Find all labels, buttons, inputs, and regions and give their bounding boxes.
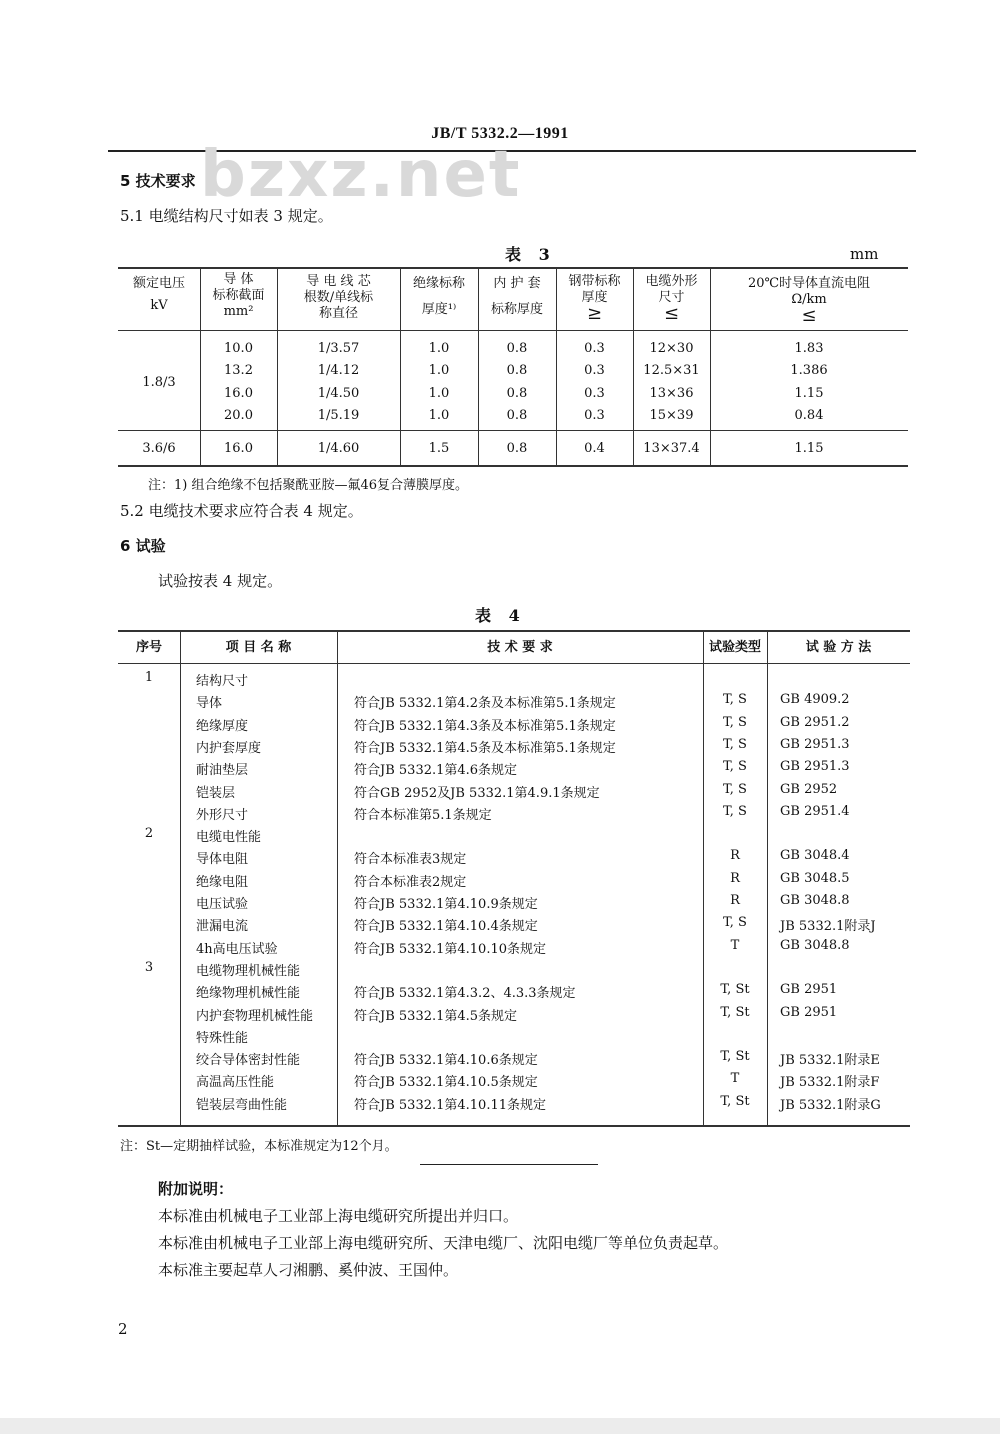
t4-cell: 外形尺寸 (196, 807, 249, 823)
t3-head-voltage: 额定电压 kV (132, 276, 185, 313)
section-6-body: 试验按表 4 规定。 (158, 572, 283, 590)
t3-head-outer: 电缆外形 尺寸 ≤ (645, 274, 698, 324)
t4-cell: 符合本标准第5.1条规定 (354, 807, 492, 823)
t4-cell: GB 2951.2 (780, 714, 850, 730)
t3-cell: 0.3 (584, 408, 605, 423)
t4-cell: 符合JB 5332.1第4.10.4条规定 (354, 919, 538, 935)
t3-cell: 0.4 (584, 441, 605, 456)
t4-top-line (118, 630, 910, 632)
section-5-title: 5 技术要求 (120, 172, 196, 190)
t4-cell: 符合JB 5332.1第4.5条及本标准第5.1条规定 (354, 740, 616, 756)
t4-cell: 符合本标准表3规定 (354, 852, 467, 868)
t4-vline (767, 630, 768, 1126)
t4-cell: GB 3048.8 (780, 893, 850, 908)
t3-group1-voltage: 1.8/3 (142, 375, 176, 390)
t4-bottom-line (118, 1125, 910, 1127)
t4-cell: 符合JB 5332.1第4.2条及本标准第5.1条规定 (354, 696, 616, 712)
t3-cell: 1/4.12 (317, 363, 360, 378)
t4-cell: T, St (720, 1049, 750, 1065)
t4-cell: 铠装层 (196, 785, 236, 801)
table3-note: 注：1) 组合绝缘不包括聚酰亚胺—氟46复合薄膜厚度。 (148, 478, 469, 493)
t4-cell: 耐油垫层 (196, 763, 249, 779)
t3-cell: 13.2 (224, 363, 253, 378)
t4-head-item: 项 目 名 称 (225, 640, 292, 655)
t3-cell: 13×37.4 (643, 441, 700, 456)
t4-head-type: 试验类型 (708, 640, 761, 655)
t4-cell: R (730, 870, 740, 886)
t3-group-line (118, 430, 908, 431)
t3-head-steel: 钢带标称 厚度 ≥ (568, 274, 621, 324)
t4-cell: 符合JB 5332.1第4.6条规定 (354, 763, 518, 779)
section-5-2: 5.2 电缆技术要求应符合表 4 规定。 (120, 502, 363, 520)
t4-cell: 符合JB 5332.1第4.10.9条规定 (354, 897, 538, 912)
t3-cell: 10.0 (224, 341, 253, 356)
t4-cell: GB 3048.5 (780, 870, 850, 886)
page-number: 2 (118, 1320, 128, 1338)
t4-cell: JB 5332.1附录E (780, 1053, 880, 1069)
t4-cell: 符合JB 5332.1第4.3.2、4.3.3条规定 (354, 986, 576, 1002)
t4-cell: 绝缘物理机械性能 (196, 986, 301, 1002)
t3-cell: 1.386 (790, 363, 828, 378)
t4-cell: GB 2951.3 (780, 759, 850, 775)
t4-cell: 导体 (196, 696, 223, 712)
t3-head-resistance: 20℃时导体直流电阻 Ω/km ≤ (747, 276, 871, 326)
document-header: JB/T 5332.2—1991 (431, 125, 569, 142)
appendix-rule (420, 1164, 598, 1165)
t4-cell: 1 (144, 670, 154, 685)
appendix-title: 附加说明： (158, 1180, 234, 1198)
t4-cell: 泄漏电流 (196, 919, 249, 935)
t3-cell: 1/4.60 (317, 441, 360, 456)
t4-cell: 绞合导体密封性能 (196, 1053, 301, 1069)
watermark: bzxz.net (200, 138, 522, 212)
t4-vline (337, 630, 338, 1126)
t3-cell: 0.3 (584, 386, 605, 401)
t4-cell: GB 2952 (780, 781, 838, 797)
t4-cell: T, S (723, 692, 747, 708)
t3-bottom-line (118, 465, 908, 467)
t4-cell: GB 4909.2 (780, 692, 850, 708)
t4-header-line (118, 663, 910, 664)
t4-cell: 符合JB 5332.1第4.10.11条规定 (354, 1097, 547, 1113)
t4-cell: T (730, 937, 740, 953)
section-6-title: 6 试验 (120, 537, 166, 555)
t4-cell: 符合本标准表2规定 (354, 874, 467, 890)
t3-head-insulation: 绝缘标称 厚度¹⁾ (412, 276, 465, 317)
appendix-line: 本标准由机械电子工业部上海电缆研究所提出并归口。 (158, 1207, 519, 1225)
t3-cell: 12×30 (649, 341, 694, 356)
t3-cell: 0.8 (506, 386, 528, 401)
t4-cell: 符合JB 5332.1第4.5条规定 (354, 1008, 518, 1024)
t3-cell: 1.15 (794, 386, 824, 401)
t3-cell: 1/4.50 (317, 386, 360, 401)
t3-top-line (118, 267, 908, 269)
t3-cell: 15×39 (649, 408, 694, 423)
t3-cell: 0.3 (584, 363, 605, 378)
t4-cell: T, S (723, 915, 747, 931)
t4-cell: R (730, 893, 740, 908)
t3-cell: 16.0 (224, 386, 253, 401)
t3-cell: 16.0 (224, 441, 253, 456)
t4-head-no: 序号 (135, 640, 162, 655)
t3-cell: 13×36 (649, 386, 694, 401)
t4-cell: 电缆电性能 (196, 830, 262, 846)
t4-cell: 结构尺寸 (196, 674, 249, 689)
t3-cell: 0.84 (794, 408, 824, 423)
t4-cell: T, St (720, 1093, 750, 1109)
t4-cell: 内护套物理机械性能 (196, 1008, 314, 1024)
t3-head-wires: 导 电 线 芯 根数/单线标 称直径 (303, 274, 374, 321)
t4-cell: JB 5332.1附录G (780, 1097, 881, 1113)
t4-cell: 电缆物理机械性能 (196, 963, 301, 979)
t4-cell: 绝缘电阻 (196, 874, 249, 890)
t4-head-req: 技 术 要 求 (487, 640, 553, 655)
t4-cell: 2 (144, 826, 154, 842)
t3-cell: 1/3.57 (317, 341, 360, 356)
t4-cell: 符合JB 5332.1第4.3条及本标准第5.1条规定 (354, 718, 616, 734)
t4-cell: T (730, 1071, 740, 1087)
t4-cell: T, S (723, 781, 747, 797)
t4-cell: 导体电阻 (196, 852, 249, 868)
t4-cell: 符合JB 5332.1第4.10.10条规定 (354, 941, 547, 957)
t3-cell: 0.3 (584, 341, 605, 356)
t4-head-method: 试 验 方 法 (805, 640, 872, 655)
t3-header-line (118, 330, 908, 331)
t3-cell: 1/5.19 (317, 408, 360, 423)
appendix-line: 本标准由机械电子工业部上海电缆研究所、天津电缆厂、沈阳电缆厂等单位负责起草。 (158, 1234, 729, 1252)
t4-cell: GB 3048.4 (780, 848, 850, 864)
t4-cell: GB 2951.3 (780, 736, 850, 752)
t3-cell: 1.0 (428, 386, 450, 401)
t4-cell: JB 5332.1附录J (780, 919, 876, 935)
t4-cell: T, St (720, 982, 750, 998)
t4-cell: T, S (723, 803, 747, 819)
t4-cell: JB 5332.1附录F (780, 1075, 880, 1091)
t3-cell: 1.5 (428, 441, 450, 456)
t4-cell: GB 2951 (780, 982, 838, 998)
t4-cell: 符合JB 5332.1第4.10.6条规定 (354, 1053, 538, 1069)
t3-cell: 0.8 (506, 408, 528, 423)
t4-cell: 铠装层弯曲性能 (196, 1097, 288, 1113)
t4-cell: 特殊性能 (196, 1030, 249, 1046)
t4-cell: 内护套厚度 (196, 740, 262, 756)
appendix-line: 本标准主要起草人刁湘鹏、奚仲波、王国仲。 (158, 1261, 459, 1279)
table3-unit: mm (850, 245, 879, 263)
t4-cell: GB 2951.4 (780, 803, 850, 819)
t4-vline (180, 630, 181, 1126)
t4-cell: 高温高压性能 (196, 1075, 275, 1091)
t3-head-sheath: 内 护 套 标称厚度 (490, 276, 543, 317)
t4-cell: 符合GB 2952及JB 5332.1第4.9.1条规定 (354, 785, 600, 801)
viewer-bottom-bar (0, 1418, 1000, 1434)
t4-cell: 绝缘厚度 (196, 718, 249, 734)
t4-cell: T, S (723, 714, 747, 730)
table4-note: 注：St—定期抽样试验，本标准规定为12个月。 (120, 1139, 398, 1154)
t4-cell: 电压试验 (196, 897, 249, 912)
t4-cell: GB 3048.8 (780, 937, 850, 953)
t3-cell: 1.83 (794, 341, 824, 356)
t3-head-conductor: 导 体 标称截面 mm² (212, 272, 265, 319)
t4-cell: 4h高电压试验 (196, 941, 278, 957)
t3-cell: 1.0 (428, 341, 450, 356)
t4-cell: 符合JB 5332.1第4.10.5条规定 (354, 1075, 538, 1091)
t4-cell: 3 (144, 959, 154, 975)
t4-cell: T, S (723, 759, 747, 775)
t3-cell: 0.8 (506, 441, 528, 456)
t3-cell: 0.8 (506, 341, 528, 356)
t3-cell: 1.0 (428, 363, 450, 378)
t3-cell: 0.8 (506, 363, 528, 378)
section-5-1: 5.1 电缆结构尺寸如表 3 规定。 (120, 207, 333, 225)
table4-caption: 表 4 (475, 606, 526, 625)
t3-cell: 20.0 (224, 408, 253, 423)
t4-cell: R (730, 848, 740, 864)
t4-cell: T, St (720, 1004, 750, 1020)
t3-cell: 12.5×31 (643, 363, 700, 378)
table3-caption: 表 3 (505, 245, 556, 264)
t4-cell: GB 2951 (780, 1004, 838, 1020)
t4-cell: T, S (723, 736, 747, 752)
t3-cell: 1.15 (794, 441, 824, 456)
t3-cell: 3.6/6 (142, 441, 176, 456)
t3-cell: 1.0 (428, 408, 450, 423)
